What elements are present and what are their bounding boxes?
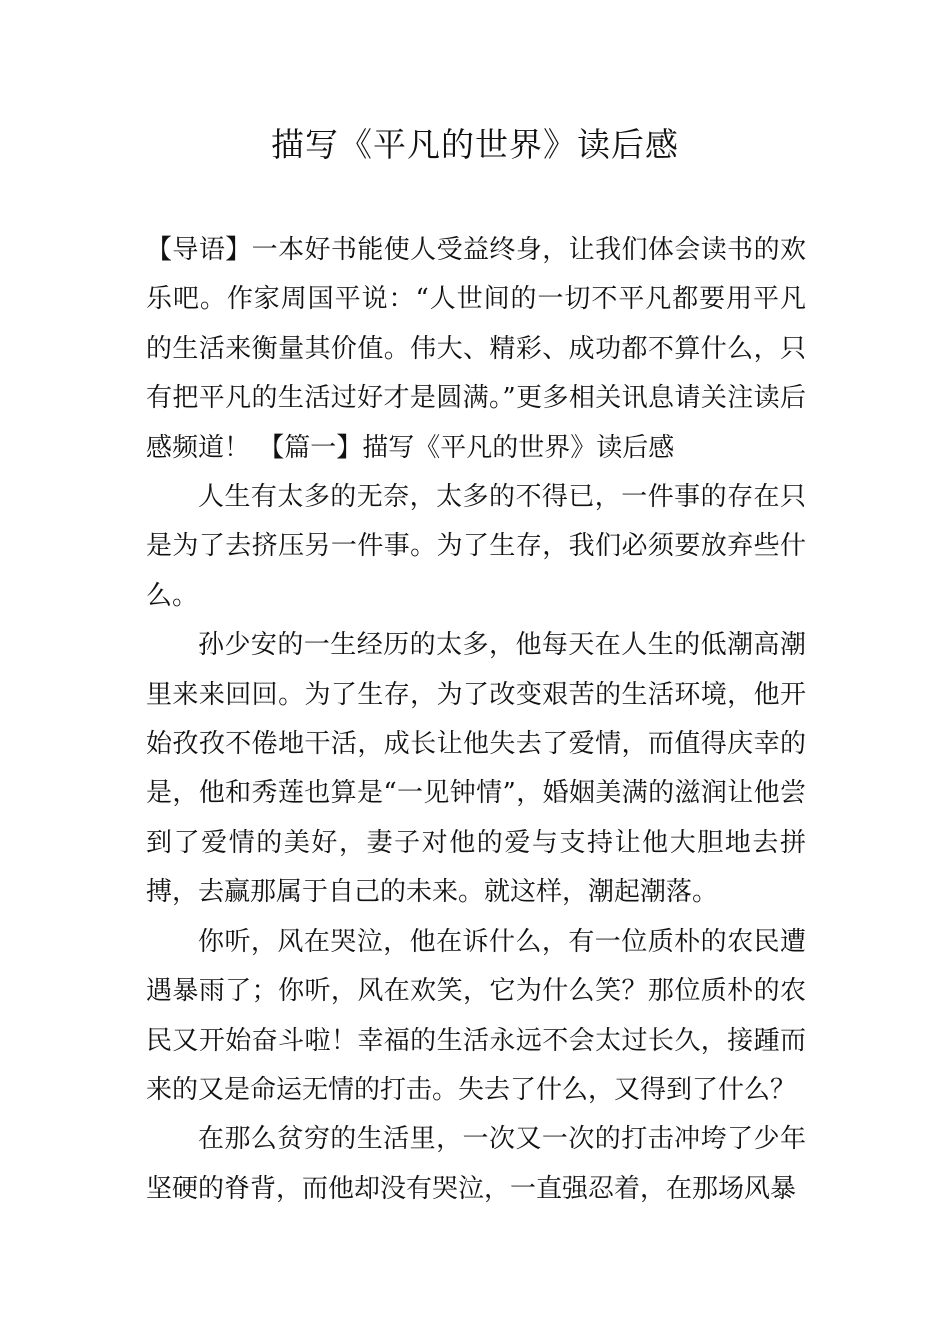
body-paragraph: 在那么贫穷的生活里，一次又一次的打击冲垮了少年坚硬的脊背，而他却没有哭泣，一直强忍着，在那场风暴 (146, 1124, 806, 1204)
body-paragraph: 孙少安的一生经历的太多，他每天在人生的低潮高潮里来来回回。为了生存，为了改变艰苦的生活环境，他开始孜孜不倦地干活，成长让他失去了爱情，而值得庆幸的是，他和秀莲也算是“一见钟情”，婚姻美满的滋润让他尝到了爱情的美好，妻子对他的爱与支持让他大胆地去拼搏，去赢那属于自己的未来。就这样，潮起潮落。 (146, 630, 806, 908)
document-body (146, 226, 806, 1214)
document-title: 描写《平凡的世界》读后感 (271, 125, 679, 164)
intro-paragraph: 【导语】一本好书能使人受益终身，让我们体会读书的欢乐吧。作家周国平说：“人世间的一切不平凡都要用平凡的生活来衡量其价值。伟大、精彩、成功都不算什么，只有把平凡的生活过好才是圆满。”更多相关讯息请关注读后感频道！ 【篇一】描写《平凡的世界》读后感 (146, 235, 806, 463)
body-paragraph: 你听，风在哭泣，他在诉什么，有一位质朴的农民遭遇暴雨了；你听，风在欢笑，它为什么笑？那位质朴的农民又开始奋斗啦！幸福的生活永远不会太过长久，接踵而来的又是命运无情的打击。失去了什么，又得到了什么？ (146, 926, 806, 1105)
body-paragraph: 人生有太多的无奈，太多的不得已，一件事的存在只是为了去挤压另一件事。为了生存，我们必须要放弃些什么。 (146, 482, 806, 611)
